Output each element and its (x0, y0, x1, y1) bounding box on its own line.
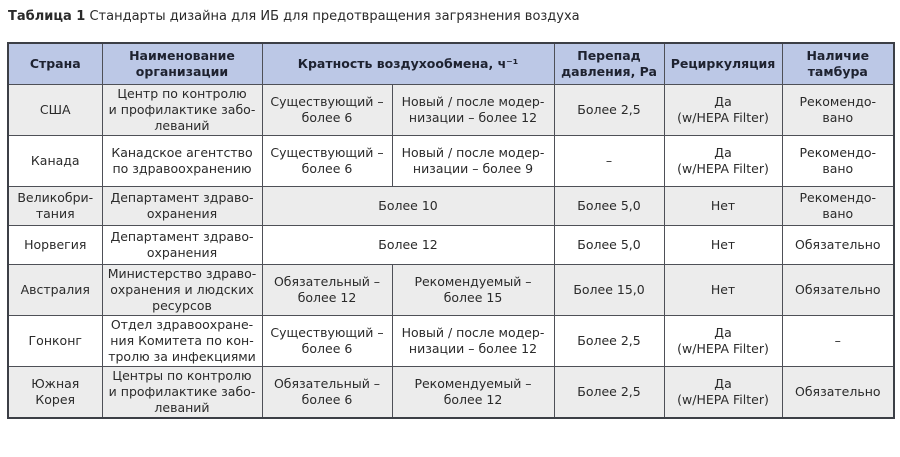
caption-text: Стандарты дизайна для ИБ для предотвращения загрязнения воздуха (89, 9, 580, 24)
cell-recirculation: Нет (664, 187, 782, 226)
cell-recirculation: Да (w/HEPA Filter) (664, 85, 782, 136)
table-row (8, 226, 894, 265)
cell-vestibule: Обязательно (782, 367, 894, 419)
cell-organization: Департамент здраво- охранения (102, 187, 262, 226)
table-row (8, 136, 894, 187)
cell-organization: Министерство здраво- охранения и людских ресурсов (102, 265, 262, 316)
cell-ach-new: Рекомендуемый – более 12 (392, 367, 554, 419)
cell-organization: Канадское агентство по здравоохранению (102, 136, 262, 187)
cell-ach-new: Рекомендуемый – более 15 (392, 265, 554, 316)
table-row (8, 316, 894, 367)
header-row (8, 43, 894, 85)
cell-recirculation: Да (w/HEPA Filter) (664, 316, 782, 367)
cell-pressure: Более 5,0 (554, 187, 664, 226)
cell-recirculation: Нет (664, 265, 782, 316)
cell-ach: Более 10 (262, 187, 554, 226)
design-standards-table (7, 42, 895, 419)
header-pressure: Перепад давления, Pa (554, 43, 664, 85)
cell-organization: Департамент здраво- охранения (102, 226, 262, 265)
header-recirculation: Рециркуляция (664, 43, 782, 85)
cell-country: Южная Корея (8, 367, 102, 419)
cell-recirculation: Да (w/HEPA Filter) (664, 136, 782, 187)
cell-pressure: Более 5,0 (554, 226, 664, 265)
cell-organization: Отдел здравоохране- ния Комитета по кон- тролю за инфекциями (102, 316, 262, 367)
cell-ach: Более 12 (262, 226, 554, 265)
cell-country: США (8, 85, 102, 136)
cell-vestibule: – (782, 316, 894, 367)
cell-organization: Центр по контролю и профилактике забо- леваний (102, 85, 262, 136)
cell-ach-existing: Обязательный – более 12 (262, 265, 392, 316)
header-ach: Кратность воздухообмена, ч⁻¹ (262, 43, 554, 85)
cell-vestibule: Рекомендо- вано (782, 85, 894, 136)
header-vestibule: Наличие тамбура (782, 43, 894, 85)
cell-recirculation: Нет (664, 226, 782, 265)
cell-ach-new: Новый / после модер- низации – более 12 (392, 316, 554, 367)
cell-country: Великобри- тания (8, 187, 102, 226)
cell-country: Гонконг (8, 316, 102, 367)
cell-pressure: Более 15,0 (554, 265, 664, 316)
cell-ach-existing: Существующий – более 6 (262, 136, 392, 187)
cell-recirculation: Да (w/HEPA Filter) (664, 367, 782, 419)
cell-ach-existing: Обязательный – более 6 (262, 367, 392, 419)
table-row (8, 85, 894, 136)
cell-pressure: Более 2,5 (554, 316, 664, 367)
cell-vestibule: Рекомендо- вано (782, 187, 894, 226)
cell-ach-existing: Существующий – более 6 (262, 316, 392, 367)
cell-ach-new: Новый / после модер- низации – более 12 (392, 85, 554, 136)
cell-pressure: – (554, 136, 664, 187)
cell-organization: Центры по контролю и профилактике забо- леваний (102, 367, 262, 419)
table-row (8, 367, 894, 419)
header-organization: Наименование организации (102, 43, 262, 85)
cell-pressure: Более 2,5 (554, 367, 664, 419)
cell-vestibule: Обязательно (782, 226, 894, 265)
cell-country: Норвегия (8, 226, 102, 265)
cell-pressure: Более 2,5 (554, 85, 664, 136)
table-row (8, 265, 894, 316)
cell-ach-existing: Существующий – более 6 (262, 85, 392, 136)
cell-country: Австралия (8, 265, 102, 316)
cell-country: Канада (8, 136, 102, 187)
table-caption (8, 8, 580, 26)
table-row (8, 187, 894, 226)
header-country: Страна (8, 43, 102, 85)
cell-vestibule: Рекомендо- вано (782, 136, 894, 187)
cell-vestibule: Обязательно (782, 265, 894, 316)
caption-label: Таблица 1 (8, 9, 86, 24)
cell-ach-new: Новый / после модер- низации – более 9 (392, 136, 554, 187)
